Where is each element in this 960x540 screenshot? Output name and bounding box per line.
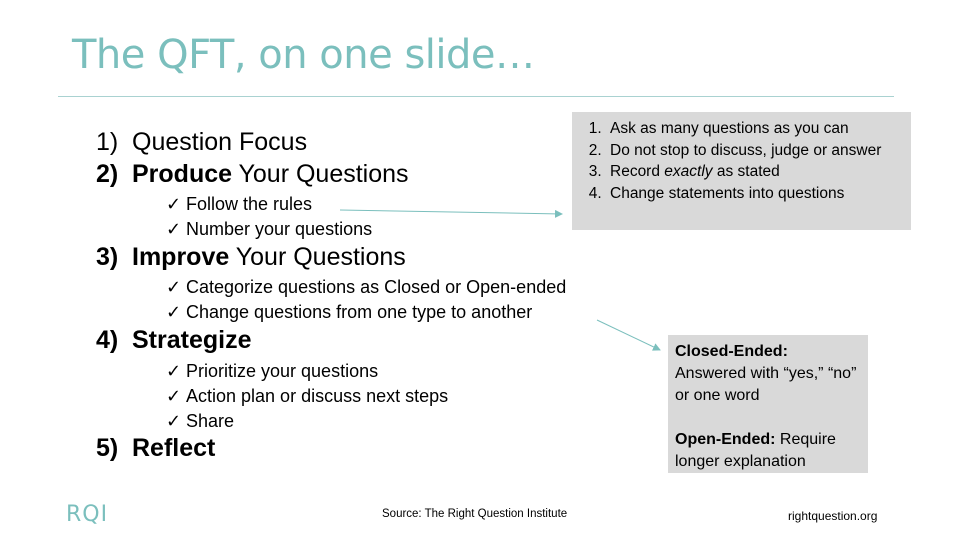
check-icon: ✓: [166, 302, 182, 322]
open-ended-text: Require longer explanation: [675, 431, 836, 470]
substep-text: Share: [186, 411, 235, 431]
check-icon: ✓: [166, 277, 182, 297]
substep-text: Number your questions: [186, 219, 373, 239]
substep-text: Follow the rules: [186, 194, 313, 214]
rule-emphasis: exactly: [664, 163, 713, 180]
step-number: 1): [96, 128, 119, 156]
slide-title: The QFT, on one slide…: [72, 32, 535, 78]
substep-text: Prioritize your questions: [186, 361, 379, 381]
check-icon: ✓: [166, 411, 182, 431]
substep-text: Action plan or discuss next steps: [186, 386, 449, 406]
substep-text: Categorize questions as Closed or Open-ended: [186, 277, 567, 297]
rule-item: 2. Do not stop to discuss, judge or answer: [606, 140, 905, 162]
website-url: rightquestion.org: [788, 509, 878, 523]
check-icon: ✓: [166, 386, 182, 406]
step-keyword: Reflect: [132, 434, 216, 462]
step-text: Your Questions: [232, 160, 409, 188]
check-icon: ✓: [166, 361, 182, 381]
check-icon: ✓: [166, 194, 182, 214]
arrow-change-to-types: [597, 320, 660, 350]
step-keyword: Strategize: [132, 326, 252, 354]
rule-item: 1. Ask as many questions as you can: [606, 118, 905, 140]
step-number: 2): [96, 160, 119, 188]
step-keyword: Produce: [132, 160, 233, 188]
source-note: Source: The Right Question Institute: [382, 508, 568, 520]
rule-text: Record: [610, 163, 665, 180]
closed-ended-definition: Answered with “yes,” “no” or one word: [675, 365, 857, 404]
step-number: 5): [96, 434, 119, 462]
step-number: 4): [96, 326, 119, 354]
arrow-rules-to-box: [340, 210, 562, 214]
open-ended-label: Open-Ended:: [675, 431, 776, 448]
rqi-logo: RQI: [66, 502, 109, 527]
substep-text: Change questions from one type to another: [186, 302, 533, 322]
step-keyword: Improve: [132, 243, 230, 271]
step-text: Question Focus: [132, 128, 308, 156]
rule-item: 4. Change statements into questions: [606, 183, 905, 205]
step-text: Your Questions: [229, 243, 406, 271]
check-icon: ✓: [166, 219, 182, 239]
rule-text: as stated: [712, 163, 780, 180]
closed-ended-label: Closed-Ended:: [675, 343, 788, 360]
step-number: 3): [96, 243, 119, 271]
